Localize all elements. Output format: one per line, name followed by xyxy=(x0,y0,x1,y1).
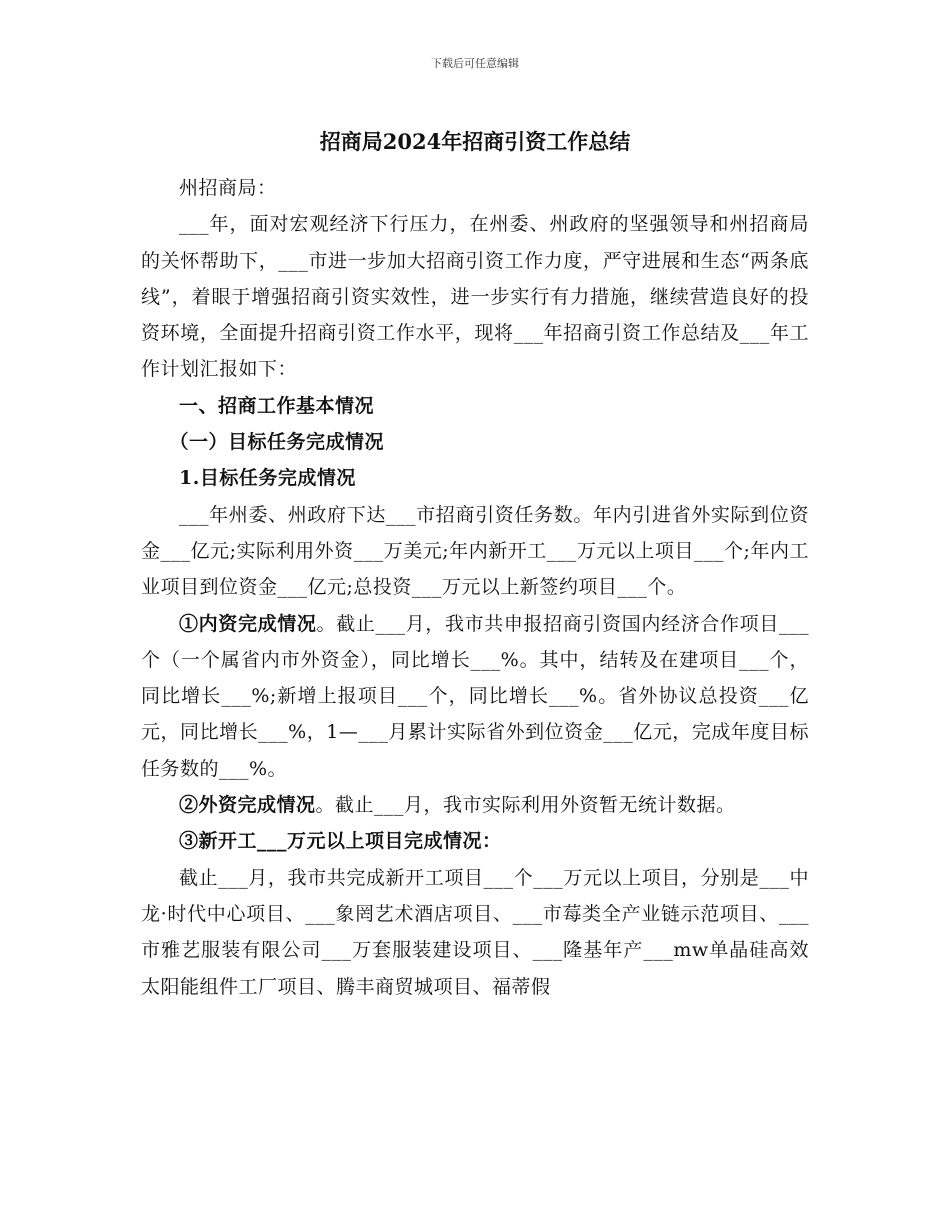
domestic-paragraph xyxy=(141,606,809,787)
subsection-heading: （一）目标任务完成情况 xyxy=(169,431,385,454)
section-heading: 一、招商工作基本情况 xyxy=(179,394,375,417)
document-title: 招商局2024年招商引资工作总结 xyxy=(319,129,631,154)
domestic-text: 。截止___月，我市共申报招商引资国内经济合作项目___个（一个属省内市外资金），同比增长___%。其中，结转及在建项目___个，同比增长___%;新增上报项目___个，同比增长___%。省外协议总投资___亿元，同比增长___%，1—___月累计实际省外到位资金___亿元，完成年度目标任务数的___%。 xyxy=(141,612,809,780)
newstart-heading: ③新开工___万元以上项目完成情况： xyxy=(179,830,502,853)
foreign-text: 。截止___月，我市实际利用外资暂无统计数据。 xyxy=(315,794,736,817)
foreign-lead: ②外资完成情况 xyxy=(179,794,316,817)
foreign-paragraph xyxy=(141,787,809,823)
document-body xyxy=(141,170,809,1005)
domestic-lead: ①内资完成情况 xyxy=(179,612,317,635)
item-paragraph: ___年州委、州政府下达___市招商引资任务数。年内引进省外实际到位资金___亿元;实际利用外资___万美元;年内新开工___万元以上项目___个;年内工业项目到位资金___亿元;总投资___万元以上新签约项目___个。 xyxy=(141,503,809,599)
salutation: 州招商局： xyxy=(179,177,277,199)
intro-paragraph: ___年，面对宏观经济下行压力，在州委、州政府的坚强领导和州招商局的关怀帮助下，___市进一步加大招商引资工作力度，严守进展和生态“两条底线”，着眼于增强招商引资实效性，进一步实行有力措施，继续营造良好的投资环境，全面提升招商引资工作水平，现将___年招商引资工作总结及___年工作计划汇报如下： xyxy=(141,213,809,381)
header-note: 下载后可任意编辑 xyxy=(431,57,519,70)
newstart-paragraph: 截止___月，我市共完成新开工项目___个___万元以上项目，分别是___中龙·时代中心项目、___象罔艺术酒店项目、___市莓类全产业链示范项目、___市雅艺服装有限公司___万套服装建设项目、___隆基年产___mw单晶硅高效太阳能组件工厂项目、腾丰商贸城项目、福蒂假 xyxy=(141,866,809,998)
item-heading: 1.目标任务完成情况 xyxy=(179,467,356,490)
